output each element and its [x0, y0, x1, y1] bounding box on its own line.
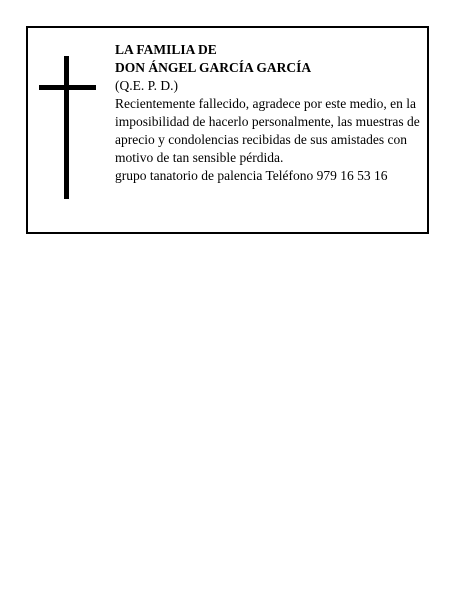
notice-message: Recientemente fallecido, agradece por este medio, en la imposibilidad de hacerlo personalmente, las muestras de aprecio y condolencias recibidas de sus amistades con motivo de tan sensible pérdida.: [115, 96, 420, 165]
qepd-line: (Q.E. P. D.): [115, 78, 178, 93]
notice-text: [115, 41, 425, 185]
contact-line: grupo tanatorio de palencia Teléfono 979 16 53 16: [115, 168, 388, 183]
family-line: LA FAMILIA DE: [115, 42, 217, 57]
cross-horizontal-bar: [39, 85, 96, 90]
deceased-name: DON ÁNGEL GARCÍA GARCÍA: [115, 60, 312, 75]
obituary-notice: [26, 26, 429, 234]
cross-vertical-bar: [64, 56, 69, 199]
